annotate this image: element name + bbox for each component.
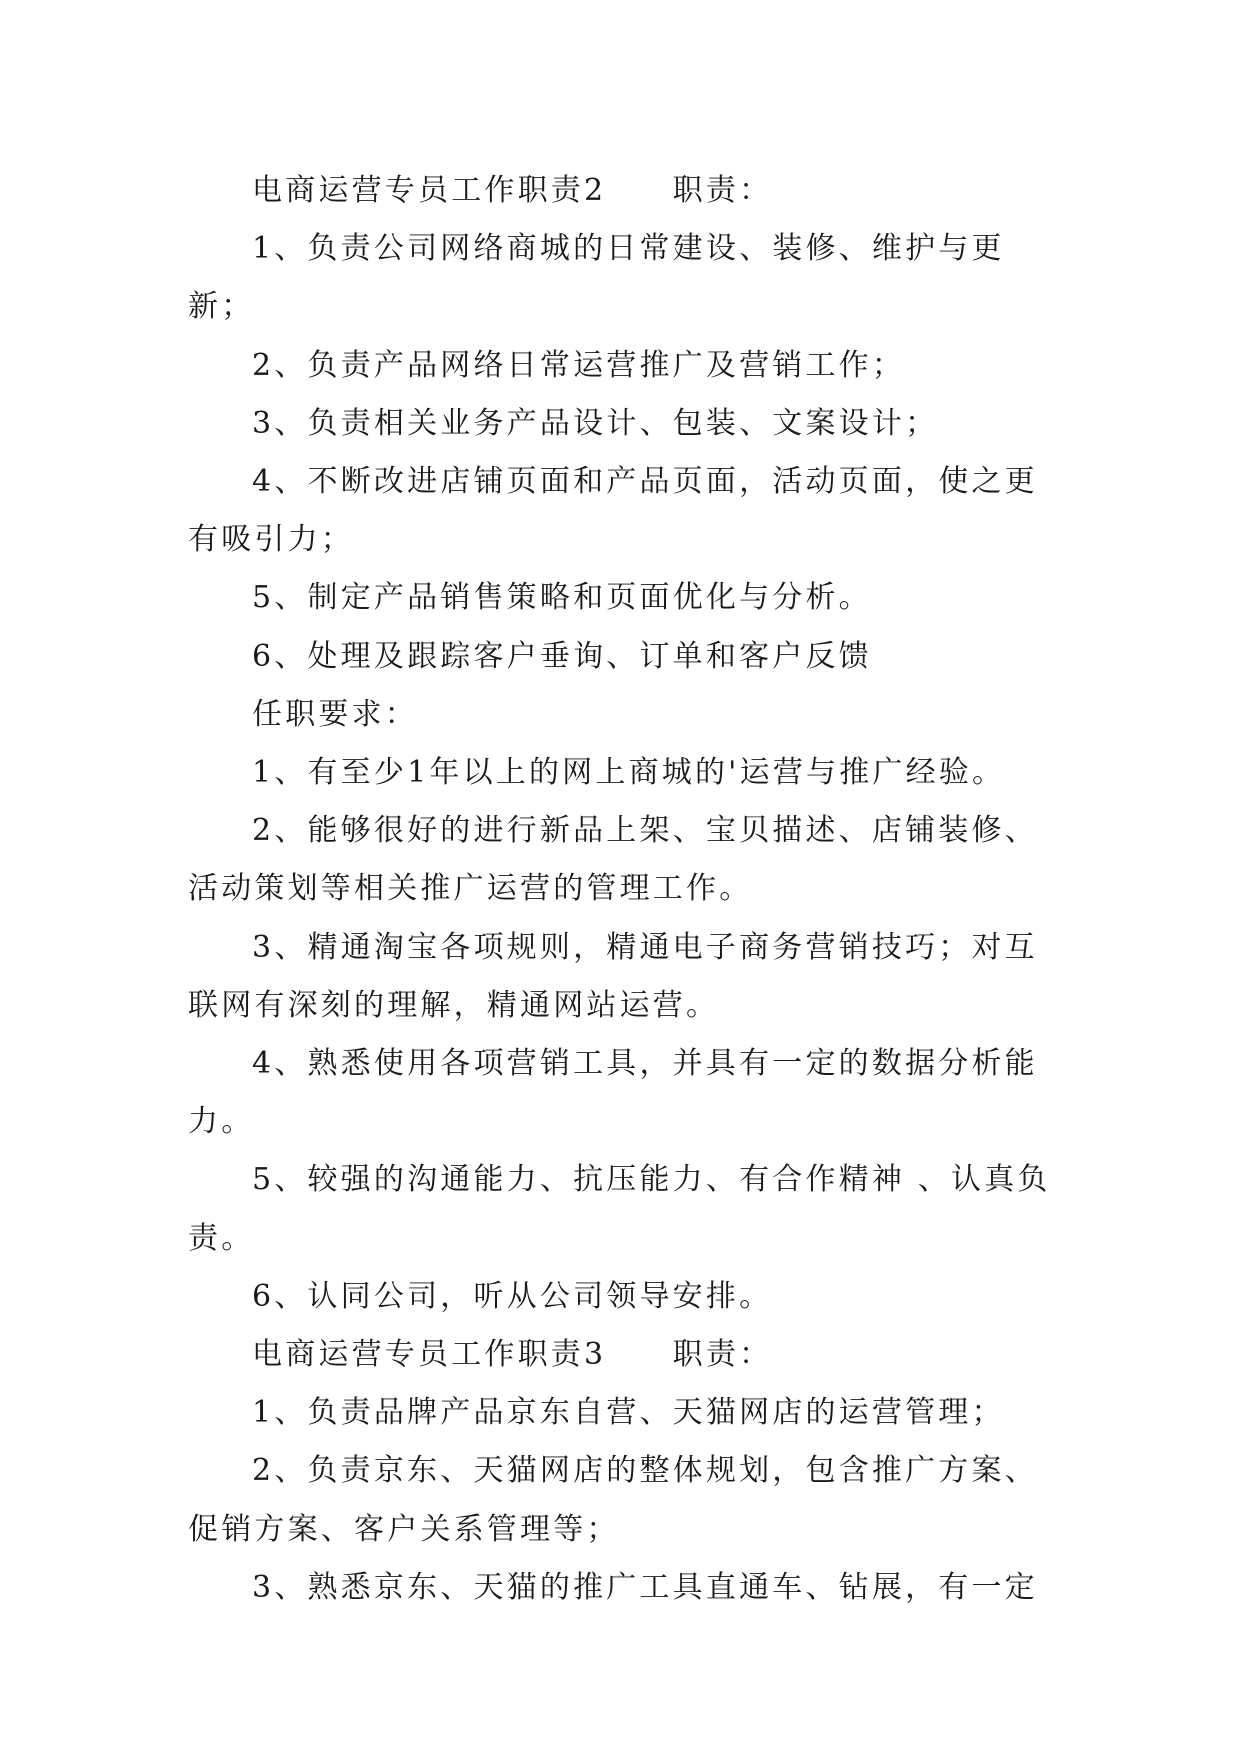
requirement-item-1: 1、有至少1年以上的网上商城的'运营与推广经验。 [252,755,1006,791]
duty-item-1: 1、负责公司网络商城的日常建设、装修、维护与更新； [188,231,1005,325]
duty3-item-2: 2、负责京东、天猫网店的整体规划，包含推广方案、促销方案、客户关系管理等； [188,1453,1038,1547]
duty-item-5: 5、制定产品销售策略和页面优化与分析。 [252,580,872,616]
document-body [188,162,1058,1617]
duty-item-3: 3、负责相关业务产品设计、包装、文案设计； [252,405,939,441]
section-heading-2: 电商运营专员工作职责2 职责： [252,173,773,208]
duty-item-2: 2、负责产品网络日常运营推广及营销工作； [252,347,906,383]
requirement-item-4: 4、熟悉使用各项营销工具，并具有一定的数据分析能力。 [188,1046,1038,1140]
duty-item-6: 6、处理及跟踪客户垂询、订单和客户反馈 [252,638,872,674]
requirement-item-3: 3、精通淘宝各项规则，精通电子商务营销技巧；对互联网有深刻的理解，精通网站运营。 [188,929,1038,1023]
section-heading-3: 电商运营专员工作职责3 职责： [252,1337,773,1373]
requirement-item-5: 5、较强的沟通能力、抗压能力、有合作精神 、认真负责。 [188,1162,1051,1256]
requirement-item-2: 2、能够很好的进行新品上架、宝贝描述、店铺装修、活动策划等相关推广运营的管理工作。 [188,813,1038,907]
requirements-heading: 任职要求： [252,696,418,732]
duty3-item-1: 1、负责品牌产品京东自营、天猫网店的运营管理； [252,1395,1005,1431]
duty-item-4: 4、不断改进店铺页面和产品页面，活动页面，使之更有吸引力； [188,464,1038,558]
duty3-item-3: 3、熟悉京东、天猫的推广工具直通车、钻展，有一定 [252,1569,1038,1605]
requirement-item-6: 6、认同公司，听从公司领导安排。 [252,1278,773,1314]
